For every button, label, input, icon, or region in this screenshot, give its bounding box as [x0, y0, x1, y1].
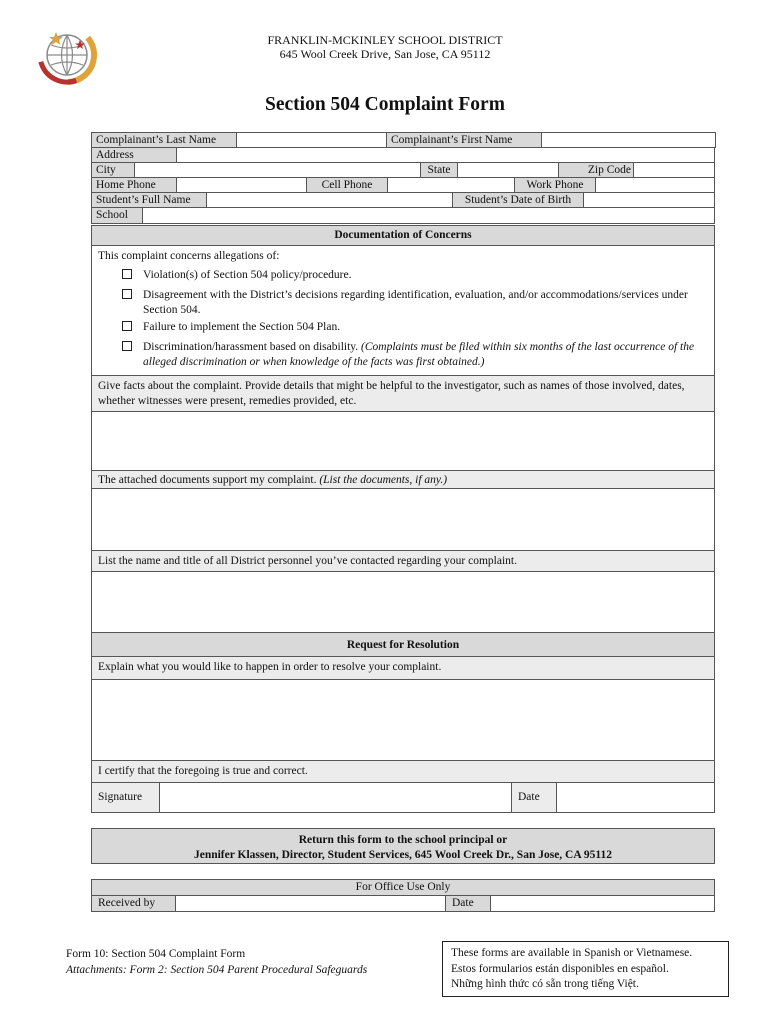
facts-field[interactable]	[91, 411, 715, 471]
language-availability-box	[442, 941, 729, 997]
office-date-label: Date	[445, 896, 491, 911]
concern-item-3: Failure to implement the Section 504 Plan.	[122, 320, 712, 335]
address-row	[91, 147, 715, 163]
student-name-label: Student’s Full Name	[92, 193, 207, 207]
language-line-es: Estos formularios están disponibles en español.	[451, 962, 669, 975]
signature-field[interactable]	[161, 783, 510, 812]
phone-row	[91, 177, 715, 193]
student-name-field[interactable]	[207, 193, 452, 207]
facts-prompt: Give facts about the complaint. Provide details that might be helpful to the investigator, such as names of those involved, dates, whether witnesses were present, remedies provided, etc.	[91, 375, 715, 412]
student-dob-field[interactable]	[584, 193, 714, 207]
school-row	[91, 207, 715, 224]
address-field[interactable]	[173, 148, 713, 162]
certify-statement: I certify that the foregoing is true and correct.	[91, 760, 715, 783]
resolution-heading: Request for Resolution	[91, 632, 715, 657]
home-phone-label: Home Phone	[92, 178, 177, 192]
form-title: Section 504 Complaint Form	[265, 94, 505, 115]
concern-item-4	[122, 340, 712, 368]
signature-date-field[interactable]	[558, 783, 714, 812]
office-use-row	[91, 895, 715, 912]
language-line-vi: Những hình thức có sẵn trong tiếng Việt.	[451, 978, 639, 990]
concerns-heading: Documentation of Concerns	[91, 225, 715, 246]
home-phone-field[interactable]	[178, 178, 306, 192]
city-field[interactable]	[135, 163, 420, 177]
attached-note: (List the documents, if any.)	[319, 474, 448, 486]
resolution-prompt: Explain what you would like to happen in order to resolve your complaint.	[91, 656, 715, 680]
signature-label: Signature	[92, 783, 160, 812]
signature-row	[91, 782, 715, 813]
received-by-field[interactable]	[177, 896, 445, 911]
personnel-prompt: List the name and title of all District personnel you’ve contacted regarding your complaint.	[91, 550, 715, 572]
complainant-info-table	[91, 132, 716, 148]
resolution-field[interactable]	[91, 679, 715, 761]
work-phone-field[interactable]	[596, 178, 714, 192]
address-label: Address	[92, 148, 177, 162]
personnel-field[interactable]	[91, 571, 715, 633]
zip-label: Zip Code	[558, 163, 634, 177]
last-name-field[interactable]	[237, 133, 387, 148]
concerns-intro: This complaint concerns allegations of:	[98, 250, 280, 262]
student-row	[91, 192, 715, 208]
state-field[interactable]	[458, 163, 558, 177]
language-line-en: These forms are available in Spanish or Vietnamese.	[451, 947, 693, 959]
date-label: Date	[511, 783, 557, 812]
checkbox-failure-implement[interactable]	[122, 321, 132, 331]
attached-prompt: The attached documents support my complaint.	[98, 474, 317, 486]
zip-field[interactable]	[634, 163, 714, 177]
district-address: 645 Wool Creek Drive, San Jose, CA 95112	[279, 47, 491, 61]
return-line-2: Jennifer Klassen, Director, Student Services, 645 Wool Creek Dr., San Jose, CA 95112	[193, 849, 613, 861]
cell-phone-field[interactable]	[388, 178, 514, 192]
city-label: City	[92, 163, 135, 177]
concern-item-1: Violation(s) of Section 504 policy/procedure.	[122, 268, 712, 283]
form-id: Form 10: Section 504 Complaint Form	[66, 948, 246, 960]
received-by-label: Received by	[92, 896, 176, 911]
checkbox-disagreement[interactable]	[122, 289, 132, 299]
state-label: State	[420, 163, 458, 177]
concern-item-4-text: Discrimination/harassment based on disability.	[143, 341, 359, 353]
school-label: School	[92, 208, 143, 223]
cell-phone-label: Cell Phone	[306, 178, 388, 192]
first-name-label: Complainant’s First Name	[387, 133, 542, 148]
return-line-1: Return this form to the school principal or	[298, 834, 508, 846]
city-row	[91, 162, 715, 178]
checkbox-discrimination[interactable]	[122, 341, 132, 351]
district-name: FRANKLIN-MCKINLEY SCHOOL DISTRICT	[267, 33, 503, 47]
school-field[interactable]	[143, 208, 713, 223]
student-dob-label: Student’s Date of Birth	[452, 193, 584, 207]
office-date-field[interactable]	[492, 896, 714, 911]
checkbox-violation[interactable]	[122, 269, 132, 279]
return-instructions	[91, 828, 715, 864]
concern-item-4-note: (Complaints must be filed within six months of the last occurrence of the alleged discrimination or when knowledge of the facts was first obtained.)	[143, 341, 695, 368]
last-name-label: Complainant’s Last Name	[92, 133, 237, 148]
office-use-heading: For Office Use Only	[91, 879, 715, 896]
attached-prompt-row	[91, 470, 715, 489]
attached-documents-field[interactable]	[91, 488, 715, 551]
concern-item-2: Disagreement with the District’s decisions regarding identification, evaluation, and/or accommodations/services under Section 504.	[122, 288, 712, 303]
work-phone-label: Work Phone	[514, 178, 596, 192]
first-name-field[interactable]	[542, 133, 716, 148]
attachments-note: Attachments: Form 2: Section 504 Parent Procedural Safeguards	[66, 964, 368, 976]
